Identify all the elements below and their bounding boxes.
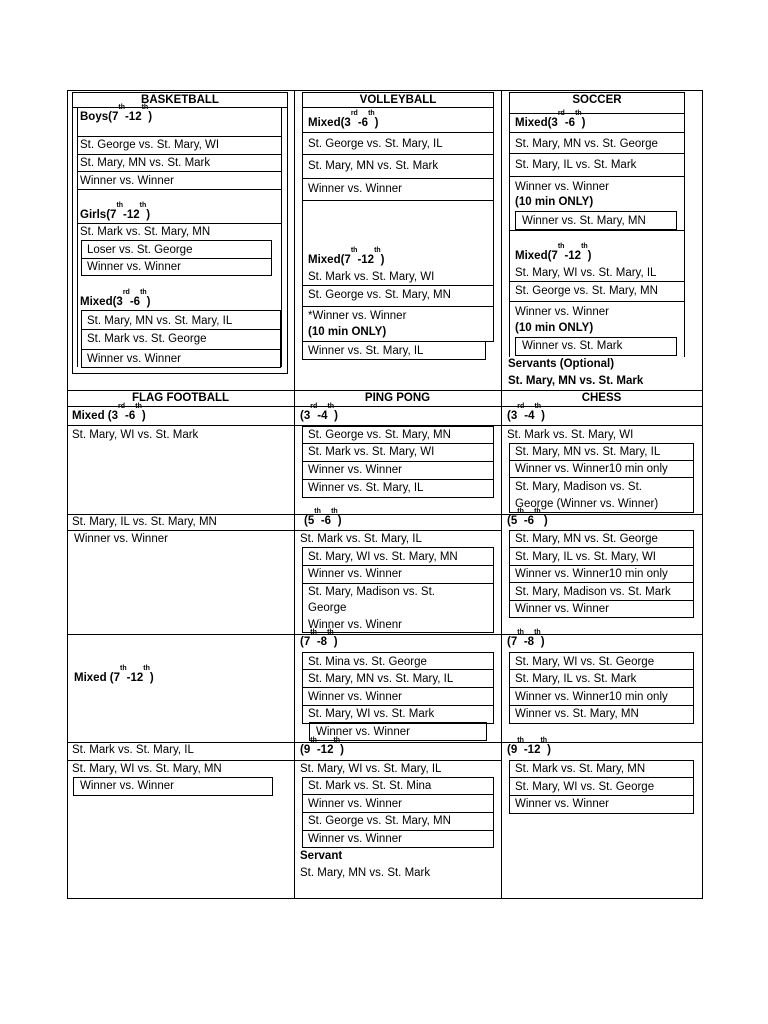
soccer-mixed1-label: Mixed(3rd-6th) <box>515 110 586 129</box>
pingpong-g3-label: (7th-8th) <box>300 629 338 648</box>
pingpong-game-15: St. Mary, WI vs. St. Mary, IL <box>300 763 442 775</box>
pingpong-game-12: Winner vs. Winner <box>308 691 402 703</box>
divider <box>67 760 294 761</box>
chess-game-6: St. Mary, IL vs. St. Mary, WI <box>515 551 656 563</box>
divider <box>509 460 694 461</box>
basketball-header: BASKETBALL <box>141 94 219 106</box>
divider <box>81 329 281 330</box>
grid-line <box>67 898 703 899</box>
mixed-game-1: St. Mary, MN vs. St. Mary, IL <box>87 315 233 327</box>
pingpong-game-16: St. Mark vs. St. St. Mina <box>308 780 432 792</box>
flag-game-3: Winner vs. Winner <box>74 533 168 545</box>
divider <box>302 306 494 307</box>
chess-game-12: Winner vs. Winner10 min only <box>515 691 668 703</box>
boys-game-2: St. Mary, MN vs. St. Mark <box>80 157 211 169</box>
divider <box>509 547 694 548</box>
divider <box>302 200 494 201</box>
chess-game-11: St. Mary, IL vs. St. Mark <box>515 673 637 685</box>
volleyball-game-2: St. Mary, MN vs. St. Mark <box>308 160 439 172</box>
pingpong-game-13: St. Mary, WI vs. St. Mark <box>308 708 435 720</box>
grid-line <box>294 90 295 899</box>
mixed-game-3: Winner vs. Winner <box>87 353 181 365</box>
divider <box>302 479 494 480</box>
divider <box>509 669 694 670</box>
divider <box>302 669 494 670</box>
volleyball-game-4: St. Mark vs. St. Mary, WI <box>308 271 435 283</box>
soccer-servants-game: St. Mary, MN vs. St. Mark <box>508 375 644 387</box>
flag-game-4: St. Mark vs. St. Mary, IL <box>72 744 194 756</box>
ping-pong-header: PING PONG <box>364 392 431 404</box>
chess-game-1: St. Mark vs. St. Mary, WI <box>507 429 634 441</box>
soccer-servants-label: Servants (Optional) <box>508 358 615 370</box>
divider <box>67 425 294 426</box>
divider <box>509 582 694 583</box>
divider <box>302 443 494 444</box>
pingpong-game-8b: George <box>308 602 347 614</box>
divider <box>77 223 282 224</box>
divider <box>77 189 282 190</box>
soccer-game-8: Winner vs. St. Mark <box>522 340 623 352</box>
soccer-note-2: (10 min ONLY) <box>515 322 594 334</box>
chess-game-16: Winner vs. Winner <box>515 798 609 810</box>
chess-game-2: St. Mary, MN vs. St. Mary, IL <box>515 446 661 458</box>
grid-line <box>67 90 68 899</box>
divider <box>77 154 282 155</box>
divider <box>509 477 694 478</box>
chess-game-8: St. Mary, Madison vs. St. Mark <box>515 586 671 598</box>
divider <box>72 107 288 108</box>
soccer-game-4: Winner vs. St. Mary, MN <box>522 215 646 227</box>
divider <box>509 176 685 177</box>
pingpong-game-3: Winner vs. Winner <box>308 464 402 476</box>
pingpong-game-8a: St. Mary, Madison vs. St. <box>308 586 435 598</box>
flag-game-2: St. Mary, IL vs. St. Mary, MN <box>72 516 217 528</box>
pingpong-game-1: St. George vs. St. Mary, MN <box>308 429 451 441</box>
pingpong-game-14: Winner vs. Winner <box>316 726 410 738</box>
girls-game-3: Winner vs. Winner <box>87 261 181 273</box>
divider <box>302 687 494 688</box>
divider <box>302 178 494 179</box>
divider <box>81 349 281 350</box>
girls-game-2: Loser vs. St. George <box>87 244 193 256</box>
divider <box>509 153 685 154</box>
divider <box>509 114 510 357</box>
volleyball-game-5: St. George vs. St. Mary, MN <box>308 289 451 301</box>
divider <box>302 285 494 286</box>
chess-g4-label: (9th-12th) <box>507 737 551 756</box>
divider <box>77 107 78 367</box>
volleyball-mixed2-label: Mixed(7th-12th) <box>308 247 385 266</box>
mixed-label: Mixed(3rd-6th) <box>80 289 151 308</box>
flag-mixed1-label: Mixed (3rd-6th) <box>72 403 146 422</box>
chess-g2-label: (5th-6th ) <box>507 508 548 527</box>
divider <box>509 705 694 706</box>
flag-football-header: FLAG FOOTBALL <box>131 392 230 404</box>
pingpong-game-2: St. Mark vs. St. Mary, WI <box>308 446 435 458</box>
pingpong-game-4: Winner vs. St. Mary, IL <box>308 482 424 494</box>
pingpong-game-11: St. Mary, MN vs. St. Mary, IL <box>308 673 454 685</box>
chess-game-10: St. Mary, WI vs. St. George <box>515 656 655 668</box>
chess-game-4a: St. Mary, Madison vs. St. <box>515 481 642 493</box>
pingpong-game-6: St. Mary, WI vs. St. Mary, MN <box>308 551 458 563</box>
volleyball-note: (10 min ONLY) <box>308 326 387 338</box>
volleyball-game-3: Winner vs. Winner <box>308 183 402 195</box>
divider <box>302 461 494 462</box>
divider <box>302 154 494 155</box>
divider <box>302 565 494 566</box>
grid-line <box>67 406 703 407</box>
pingpong-servant-game: St. Mary, MN vs. St. Mark <box>300 867 431 879</box>
boys-game-3: Winner vs. Winner <box>80 175 174 187</box>
divider <box>77 171 282 172</box>
divider <box>509 795 694 796</box>
flag-game-6: Winner vs. Winner <box>80 780 174 792</box>
chess-g1-label: (3rd-4th) <box>507 403 545 422</box>
divider <box>509 565 694 566</box>
divider <box>302 132 494 133</box>
chess-game-14: St. Mark vs. St. Mary, MN <box>515 763 646 775</box>
chess-game-3: Winner vs. Winner10 min only <box>515 463 668 475</box>
pingpong-game-7: Winner vs. Winner <box>308 568 402 580</box>
boys-game-1: St. George vs. St. Mary, WI <box>80 139 220 151</box>
chess-g3-label: (7th-8th) <box>507 629 545 648</box>
chess-game-13: Winner vs. St. Mary, MN <box>515 708 639 720</box>
volleyball-game-1: St. George vs. St. Mary, IL <box>308 138 443 150</box>
soccer-game-1: St. Mary, MN vs. St. George <box>515 138 658 150</box>
divider <box>302 830 494 831</box>
chess-game-15: St. Mary, WI vs. St. George <box>515 781 655 793</box>
pingpong-game-10: St. Mina vs. St. George <box>308 656 427 668</box>
divider <box>77 136 282 137</box>
divider <box>509 777 694 778</box>
divider <box>509 301 685 302</box>
divider <box>294 530 501 531</box>
divider <box>302 583 494 584</box>
divider <box>684 114 685 357</box>
girls-game-1: St. Mark vs. St. Mary, MN <box>80 226 211 238</box>
divider <box>509 230 685 231</box>
divider <box>509 281 685 282</box>
divider <box>509 687 694 688</box>
soccer-game-6: St. George vs. St. Mary, MN <box>515 285 658 297</box>
boys-label: Boys(7th-12th) <box>80 104 153 123</box>
flag-game-1: St. Mary, WI vs. St. Mark <box>72 429 199 441</box>
divider <box>501 425 702 426</box>
divider <box>81 258 272 259</box>
chess-game-5: St. Mary, MN vs. St. George <box>515 533 658 545</box>
pingpong-game-5: St. Mark vs. St. Mary, IL <box>300 533 422 545</box>
soccer-mixed2-label: Mixed(7th-12th) <box>515 243 592 262</box>
soccer-game-3: Winner vs. Winner <box>515 181 609 193</box>
soccer-game-2: St. Mary, IL vs. St. Mark <box>515 159 637 171</box>
pingpong-game-9: Winner vs. Winenr <box>308 619 402 631</box>
divider <box>281 107 282 367</box>
pingpong-g4-label: (9th-12th) <box>300 737 344 756</box>
divider <box>302 705 494 706</box>
divider <box>302 108 303 360</box>
volleyball-header: VOLLEYBALL <box>359 94 437 106</box>
pingpong-servant-label: Servant <box>300 850 343 862</box>
soccer-game-7: Winner vs. Winner <box>515 306 609 318</box>
mixed-game-2: St. Mark vs. St. George <box>87 333 207 345</box>
divider <box>302 812 494 813</box>
divider <box>509 132 685 133</box>
volleyball-mixed1-label: Mixed(3rd-6th) <box>308 110 379 129</box>
grid-line <box>501 90 502 899</box>
divider <box>509 600 694 601</box>
grid-line <box>67 634 703 635</box>
pingpong-game-18: St. George vs. St. Mary, MN <box>308 815 451 827</box>
girls-label: Girls(7th-12th) <box>80 202 151 221</box>
grid-line <box>702 90 703 899</box>
pingpong-game-19: Winner vs. Winner <box>308 833 402 845</box>
pingpong-g1-label: (3rd-4th) <box>300 403 338 422</box>
pingpong-game-17: Winner vs. Winner <box>308 798 402 810</box>
divider <box>294 760 501 761</box>
chess-header: CHESS <box>581 392 622 404</box>
flag-mixed2-label: Mixed (7th-12th) <box>74 665 154 684</box>
soccer-note-1: (10 min ONLY) <box>515 196 594 208</box>
soccer-header: SOCCER <box>572 94 622 106</box>
chess-game-9: Winner vs. Winner <box>515 603 609 615</box>
chess-game-7: Winner vs. Winner10 min only <box>515 568 668 580</box>
divider <box>302 794 494 795</box>
chess-game-4b: George (Winner vs. Winner) <box>515 498 659 510</box>
volleyball-game-7: Winner vs. St. Mary, IL <box>308 345 424 357</box>
pingpong-g2-label: (5th-6th) <box>304 508 342 527</box>
soccer-game-5: St. Mary, WI vs. St. Mary, IL <box>515 267 657 279</box>
flag-game-5: St. Mary, WI vs. St. Mary, MN <box>72 763 222 775</box>
divider <box>67 530 294 531</box>
grid-line <box>67 90 703 91</box>
volleyball-game-6: *Winner vs. Winner <box>308 310 407 322</box>
